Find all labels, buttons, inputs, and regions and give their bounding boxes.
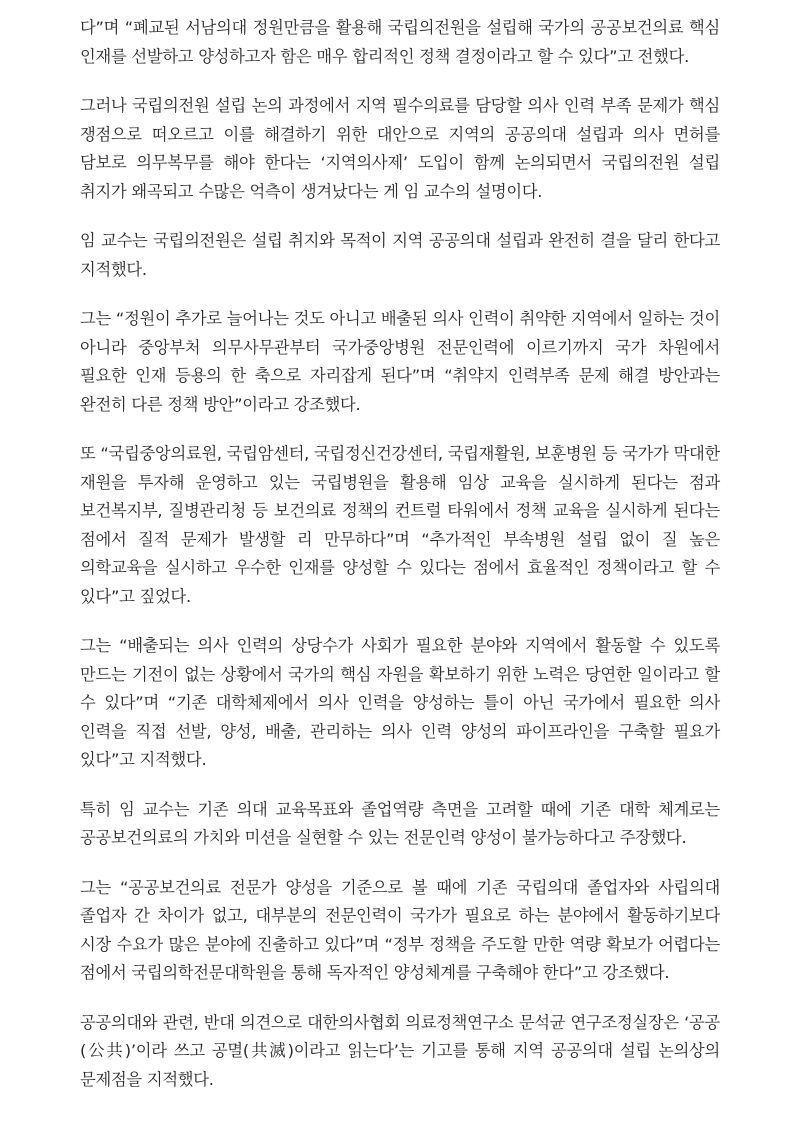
paragraph: 다”며 “폐교된 서남의대 정원만큼을 활용해 국립의전원을 설립해 국가의 공공보건의료 핵심 인재를 선발하고 양성하고자 함은 매우 합리적인 정책 결정이라고 할 수 있다”고 전했다.	[80, 18, 720, 66]
paragraph: 그는 “공공보건의료 전문가 양성을 기준으로 볼 때에 기존 국립의대 졸업자와 사립의대 졸업자 간 차이가 없고, 대부분의 전문인력이 국가가 필요로 하는 분야에서 활동하기보다 시장 수요가 많은 분야에 진출하고 있다”며 “정부 정책을 주도할 만한 역량 확보가 어렵다는 점에서 국립의학전문대학원을 통해 독자적인 양성체계를 구축해야 한다”고 강조했다.	[80, 877, 720, 982]
paragraph: 공공의대와 관련, 반대 의견으로 대한의사협회 의료정책연구소 문석균 연구조정실장은 ‘공공(公共)’이라 쓰고 공멸(共滅)이라고 읽는다’는 기고를 통해 지역 공공의대 설립 논의상의 문제점을 지적했다.	[80, 1012, 720, 1089]
paragraph: 또 “국립중앙의료원, 국립암센터, 국립정신건강센터, 국립재활원, 보훈병원 등 국가가 막대한 재원을 투자해 운영하고 있는 국립병원을 활용해 임상 교육을 실시하게 된다는 점과 보건복지부, 질병관리청 등 보건의료 정책의 컨트럴 타워에서 정책 교육을 실시하게 된다는 점에서 질적 문제가 발생할 리 만무하다”며 “추가적인 부속병원 설립 없이 질 높은 의학교육을 실시하고 우수한 인재를 양성할 수 있다는 점에서 효율적인 정책이라고 할 수 있다”고 짚었다.	[80, 444, 720, 606]
article-body	[80, 0, 720, 1115]
paragraph: 그는 “배출되는 의사 인력의 상당수가 사회가 필요한 분야와 지역에서 활동할 수 있도록 만드는 기전이 없는 상황에서 국가의 핵심 자원을 확보하기 위한 노력은 당연한 일이라고 할 수 있다”며 “기존 대학체제에서 의사 인력을 양성하는 틀이 아닌 국가에서 필요한 의사 인력을 직접 선발, 양성, 배출, 관리하는 의사 인력 양성의 파이프라인을 구축할 필요가 있다”고 지적했다.	[80, 636, 720, 769]
paragraph: 특히 임 교수는 기존 의대 교육목표와 졸업역량 측면을 고려할 때에 기존 대학 체계로는 공공보건의료의 가치와 미션을 실현할 수 있는 전문인력 양성이 불가능하다고 주장했다.	[80, 799, 720, 847]
paragraph: 그는 “정원이 추가로 늘어나는 것도 아니고 배출된 의사 인력이 취약한 지역에서 일하는 것이 아니라 중앙부처 의무사무관부터 국가중앙병원 전문인력에 이르기까지 국가 차원에서 필요한 인재 등용의 한 축으로 자리잡게 된다”며 “취약지 인력부족 문제 해결 방안과는 완전히 다른 정책 방안”이라고 강조했다.	[80, 309, 720, 414]
paragraph: 그러나 국립의전원 설립 논의 과정에서 지역 필수의료를 담당할 의사 인력 부족 문제가 핵심 쟁점으로 떠오르고 이를 해결하기 위한 대안으로 지역의 공공의대 설립과 의사 면허를 담보로 의무복무를 해야 한다는 ‘지역의사제’ 도입이 함께 논의되면서 국립의전원 설립 취지가 왜곡되고 수많은 억측이 생겨났다는 게 임 교수의 설명이다.	[80, 96, 720, 201]
paragraph: 임 교수는 국립의전원은 설립 취지와 목적이 지역 공공의대 설립과 완전히 결을 달리 한다고 지적했다.	[80, 231, 720, 279]
